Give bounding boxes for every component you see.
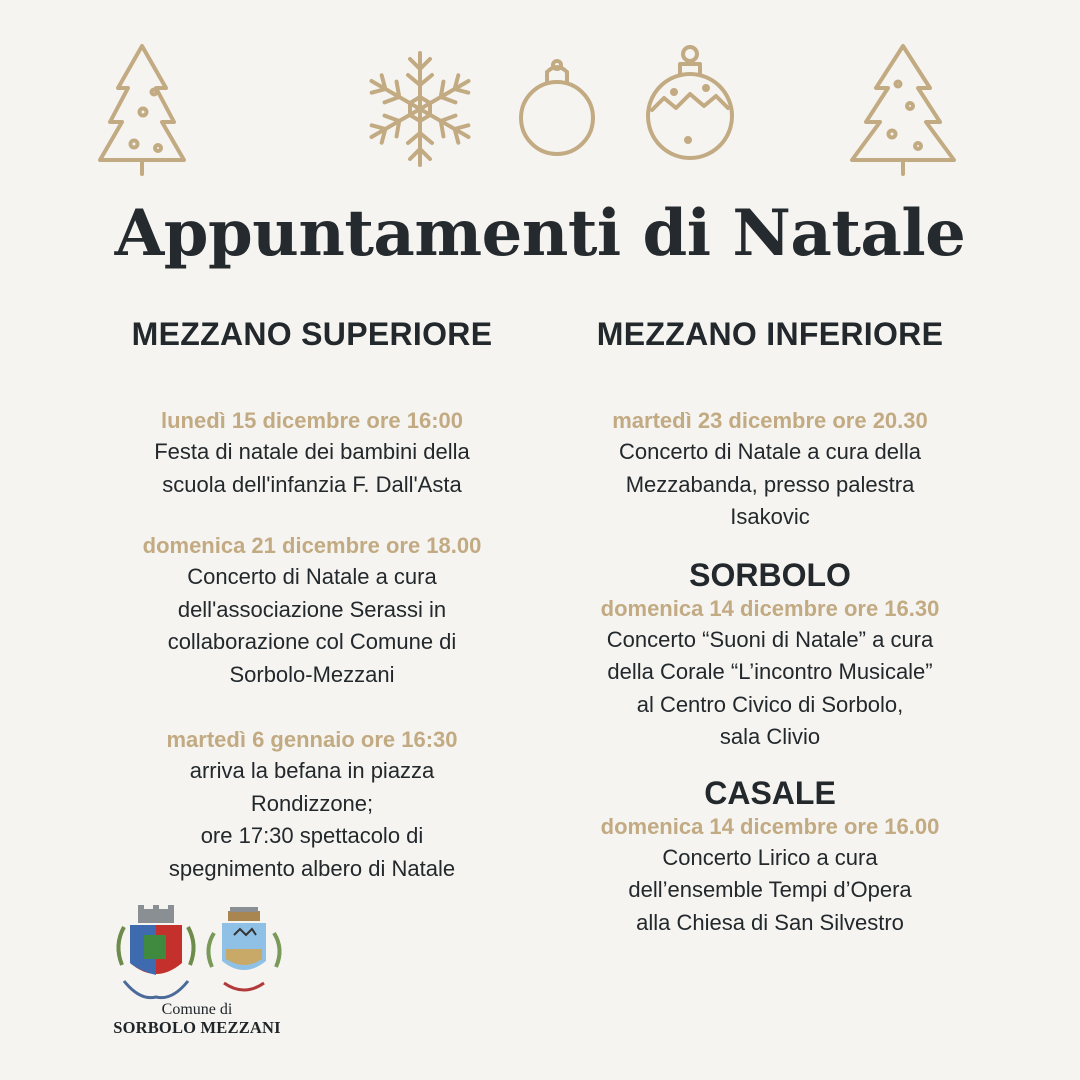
- event-date: martedì 23 dicembre ore 20.30: [612, 408, 928, 433]
- christmas-tree-icon: [848, 42, 958, 178]
- event-date: domenica 14 dicembre ore 16.30: [600, 595, 940, 621]
- ornament-ball-icon: [516, 56, 598, 160]
- event-date: domenica 14 dicembre ore 16.00: [600, 813, 940, 839]
- event-item: [550, 406, 990, 534]
- municipality-label: [92, 1002, 302, 1038]
- snowflake-icon: [350, 48, 490, 170]
- ornament-ball-icon: [644, 42, 736, 162]
- event-description: Concerto “Suoni di Natale” a cura della Corale “L’incontro Musicale” al Centro Civico di Sorbolo, sala Clivio: [606, 626, 934, 749]
- crest-left: [118, 905, 193, 998]
- left-column: [92, 314, 532, 915]
- decoration-row: [0, 0, 1080, 190]
- event-item: [92, 531, 532, 691]
- crest-right: [208, 907, 279, 990]
- section-heading: CASALE: [704, 774, 836, 811]
- event-description: Concerto di Natale a cura dell'associazione Serassi in collaborazione col Comune di Sorbolo-Mezzani: [167, 564, 457, 687]
- event-description: arriva la befana in piazza Rondizzone; ore 17:30 spettacolo di spegnimento albero di Natale: [168, 758, 456, 881]
- event-date: martedì 6 gennaio ore 16:30: [166, 727, 458, 752]
- event-description: Festa di natale dei bambini della scuola dell'infanzia F. Dall'Asta: [154, 439, 470, 497]
- christmas-tree-icon: [96, 42, 188, 178]
- event-item: [550, 774, 990, 940]
- event-description: Concerto Lirico a cura dell’ensemble Tempi d’Opera alla Chiesa di San Silvestro: [628, 844, 912, 935]
- column-heading: MEZZANO SUPERIORE: [131, 316, 493, 352]
- right-column: [550, 314, 990, 939]
- logo-line-2: SORBOLO MEZZANI: [113, 1018, 281, 1037]
- section-heading: SORBOLO: [689, 556, 851, 593]
- event-description: Concerto di Natale a cura della Mezzabanda, presso palestra Isakovic: [618, 439, 922, 529]
- logo-line-1: Comune di: [161, 1001, 233, 1018]
- event-date: lunedì 15 dicembre ore 16:00: [160, 408, 464, 433]
- event-item: [92, 406, 532, 501]
- event-item: [92, 725, 532, 885]
- event-item: [550, 556, 990, 754]
- page-title: Appuntamenti di Natale: [114, 196, 966, 271]
- column-heading: MEZZANO INFERIORE: [596, 316, 944, 352]
- event-date: domenica 21 dicembre ore 18.00: [142, 533, 482, 558]
